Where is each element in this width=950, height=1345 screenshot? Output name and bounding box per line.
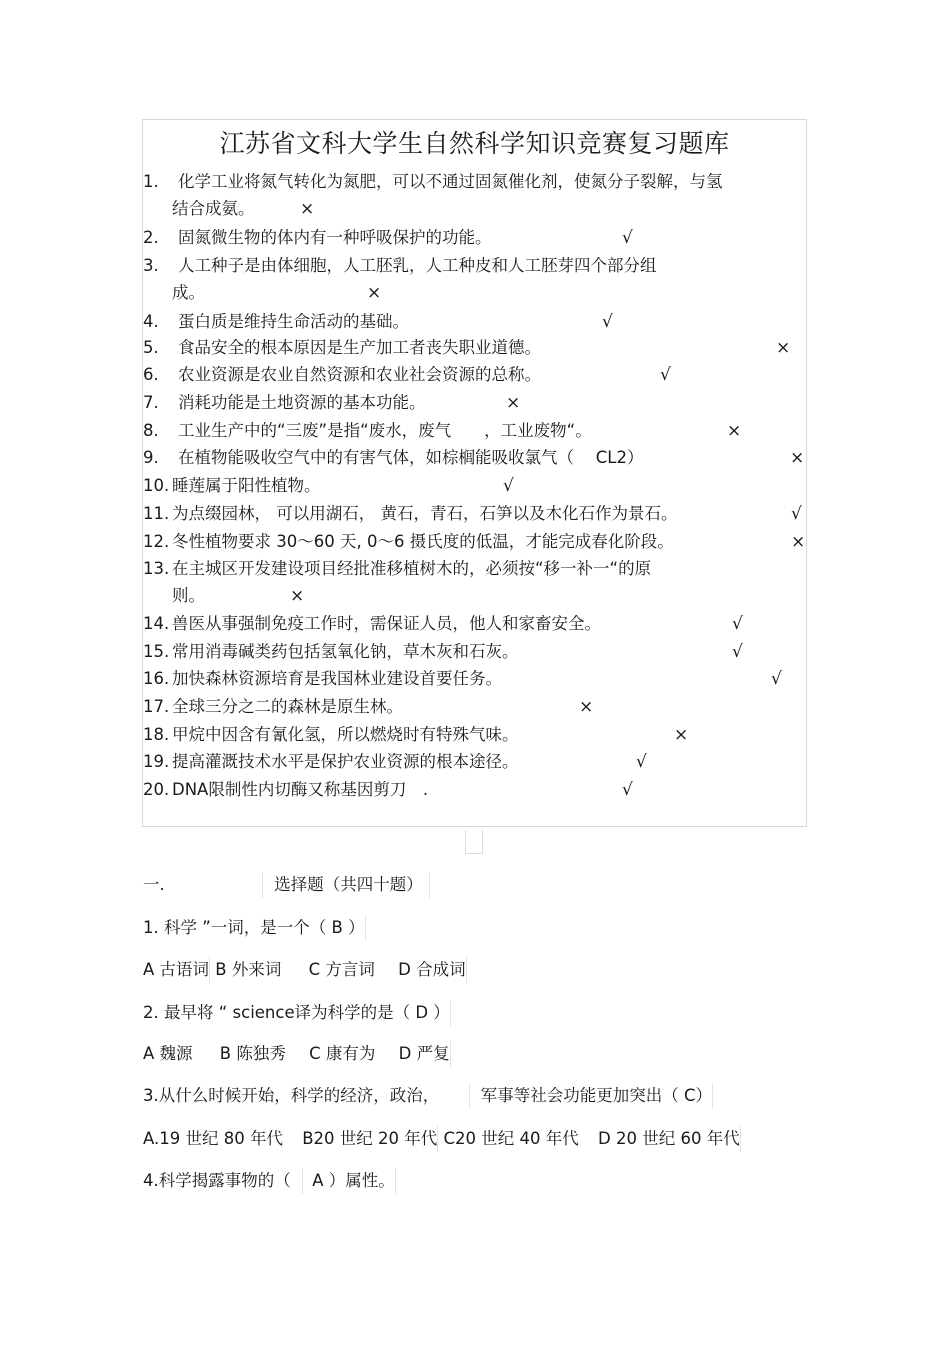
- tf-item-number: 18.: [143, 725, 170, 744]
- check-mark: √: [636, 752, 647, 772]
- tf-item-text: 睡莲属于阳性植物。: [172, 476, 321, 495]
- tf-item-text: 蛋白质是维持生命活动的基础。: [178, 312, 409, 331]
- option-b: B20 世纪 20 年代: [302, 1129, 438, 1148]
- check-mark: √: [622, 228, 633, 248]
- check-mark: √: [622, 780, 633, 800]
- tf-item-2: [143, 226, 492, 250]
- tf-item-14: [143, 612, 601, 636]
- cross-mark: ×: [300, 199, 315, 219]
- option-c: C 方言词: [308, 960, 375, 979]
- tf-item-15: [143, 640, 519, 664]
- tf-item-11: [143, 502, 678, 526]
- tf-item-1: [143, 170, 723, 194]
- question-4: 4.科学揭露事物的（ A ）属性。: [143, 1168, 396, 1194]
- cross-mark: ×: [727, 421, 742, 441]
- tf-item-20: [143, 778, 428, 802]
- tf-item-text: 固氮微生物的体内有一种呼吸保护的功能。: [178, 228, 492, 247]
- section-heading: [143, 872, 430, 898]
- check-mark: √: [771, 669, 782, 689]
- tf-item-text: 在主城区开发建设项目经批准移植树木的，必须按“移一补一“的原: [172, 559, 652, 578]
- tf-item-8: [143, 419, 592, 443]
- section-title: 选择题（共四十题）: [274, 875, 423, 894]
- question-2-options: [143, 1041, 451, 1067]
- cross-mark: ×: [790, 448, 805, 468]
- question-3-options: [143, 1126, 741, 1152]
- tf-item-12: [143, 530, 674, 554]
- tf-item-number: 16.: [143, 669, 170, 688]
- tf-item-text: DNA限制性内切酶又称基因剪刀 .: [172, 780, 429, 799]
- cross-mark: ×: [290, 586, 305, 606]
- option-c: C 康有为: [309, 1044, 376, 1063]
- tf-item-number: 11.: [143, 504, 170, 523]
- tf-item-text: 工业生产中的“三废”是指“废水，废气 ，工业废物“。: [178, 421, 592, 440]
- cross-mark: ×: [506, 393, 521, 413]
- tf-item-text: 农业资源是农业自然资源和农业社会资源的总称。: [178, 365, 541, 384]
- check-mark: √: [791, 504, 802, 524]
- tf-item-13-continued: 则。: [172, 586, 205, 605]
- option-b: B 陈独秀: [219, 1044, 286, 1063]
- option-b: B 外来词: [215, 960, 282, 979]
- tf-item-text: 人工种子是由体细胞，人工胚乳，人工种皮和人工胚芽四个部分组: [178, 256, 657, 275]
- tf-item-number: 13.: [143, 559, 170, 578]
- tf-item-number: 20.: [143, 780, 170, 799]
- cross-mark: ×: [579, 697, 594, 717]
- tf-item-number: 6.: [143, 365, 159, 384]
- tf-item-3-continued: 成。: [172, 283, 205, 302]
- question-1: 1. 科学 ”一词，是一个（ B ）: [143, 915, 366, 941]
- question-3: 3.从什么时候开始，科学的经济，政治， 军事等社会功能更加突出（ C）: [143, 1083, 713, 1109]
- tf-item-number: 10.: [143, 476, 170, 495]
- tf-item-text: 全球三分之二的森林是原生林。: [172, 697, 403, 716]
- tf-item-17: [143, 695, 403, 719]
- tf-item-number: 5.: [143, 338, 159, 357]
- tf-item-text: 化学工业将氮气转化为氮肥，可以不通过固氮催化剂，使氮分子裂解，与氢: [178, 172, 723, 191]
- tf-item-3: [143, 254, 657, 278]
- check-mark: √: [660, 365, 671, 385]
- tf-item-number: 15.: [143, 642, 170, 661]
- cross-mark: ×: [776, 338, 791, 358]
- tf-item-number: 12.: [143, 532, 170, 551]
- tf-item-number: 17.: [143, 697, 170, 716]
- tf-item-text: 加快森林资源培育是我国林业建设首要任务。: [172, 669, 502, 688]
- tf-item-7: [143, 391, 426, 415]
- option-a: A 古语词: [143, 960, 210, 979]
- tf-item-4: [143, 310, 409, 334]
- tf-item-1-continued: 结合成氨。: [172, 199, 255, 218]
- tf-item-number: 7.: [143, 393, 159, 412]
- tf-item-text: 兽医从事强制免疫工作时，需保证人员，他人和家畜安全。: [172, 614, 601, 633]
- option-d: D 20 世纪 60 年代: [598, 1129, 740, 1148]
- page-gap-marker: [465, 830, 483, 854]
- tf-item-text: 在植物能吸收空气中的有害气体，如棕榈能吸收氯气（ CL2）: [178, 448, 644, 467]
- tf-item-number: 4.: [143, 312, 159, 331]
- tf-item-10: [143, 474, 321, 498]
- question-2: 2. 最早将 “ science译为科学的是（ D ）: [143, 1000, 451, 1026]
- tf-item-text: 消耗功能是土地资源的基本功能。: [178, 393, 426, 412]
- cross-mark: ×: [367, 283, 382, 303]
- tf-item-9: [143, 446, 643, 470]
- check-mark: √: [732, 614, 743, 634]
- tf-item-text: 冬性植物要求 30～60 天, 0～6 摄氏度的低温，才能完成春化阶段。: [172, 532, 674, 551]
- tf-item-text: 常用消毒碱类药包括氢氧化钠，草木灰和石灰。: [172, 642, 519, 661]
- tf-item-text: 甲烷中因含有氰化氢，所以燃烧时有特殊气味。: [172, 725, 519, 744]
- tf-item-18: [143, 723, 519, 747]
- tf-item-number: 1.: [143, 172, 159, 191]
- cross-mark: ×: [674, 725, 689, 745]
- check-mark: √: [503, 476, 514, 496]
- option-a: A.19 世纪 80 年代: [143, 1129, 283, 1148]
- check-mark: √: [732, 642, 743, 662]
- tf-item-5: [143, 336, 541, 360]
- tf-item-number: 14.: [143, 614, 170, 633]
- section-number: 一.: [143, 875, 165, 894]
- tf-item-6: [143, 363, 541, 387]
- tf-item-number: 9.: [143, 448, 159, 467]
- tf-item-16: [143, 667, 502, 691]
- question-1-options: [143, 957, 467, 983]
- option-a: A 魏源: [143, 1044, 193, 1063]
- page-title: 江苏省文科大学生自然科学知识竞赛复习题库: [219, 129, 730, 158]
- option-c: C20 世纪 40 年代: [443, 1129, 579, 1148]
- tf-item-text: 提高灌溉技术水平是保护农业资源的根本途径。: [172, 752, 519, 771]
- option-d: D 合成词: [398, 960, 466, 979]
- cross-mark: ×: [791, 532, 806, 552]
- tf-item-number: 19.: [143, 752, 170, 771]
- tf-item-number: 3.: [143, 256, 159, 275]
- tf-item-number: 8.: [143, 421, 159, 440]
- option-d: D 严复: [398, 1044, 450, 1063]
- tf-item-number: 2.: [143, 228, 159, 247]
- tf-item-text: 食品安全的根本原因是生产加工者丧失职业道德。: [178, 338, 541, 357]
- tf-item-text: 为点缀园林， 可以用湖石， 黄石，青石，石笋以及木化石作为景石。: [172, 504, 678, 523]
- tf-item-13: [143, 557, 651, 581]
- check-mark: √: [602, 312, 613, 332]
- tf-item-19: [143, 750, 519, 774]
